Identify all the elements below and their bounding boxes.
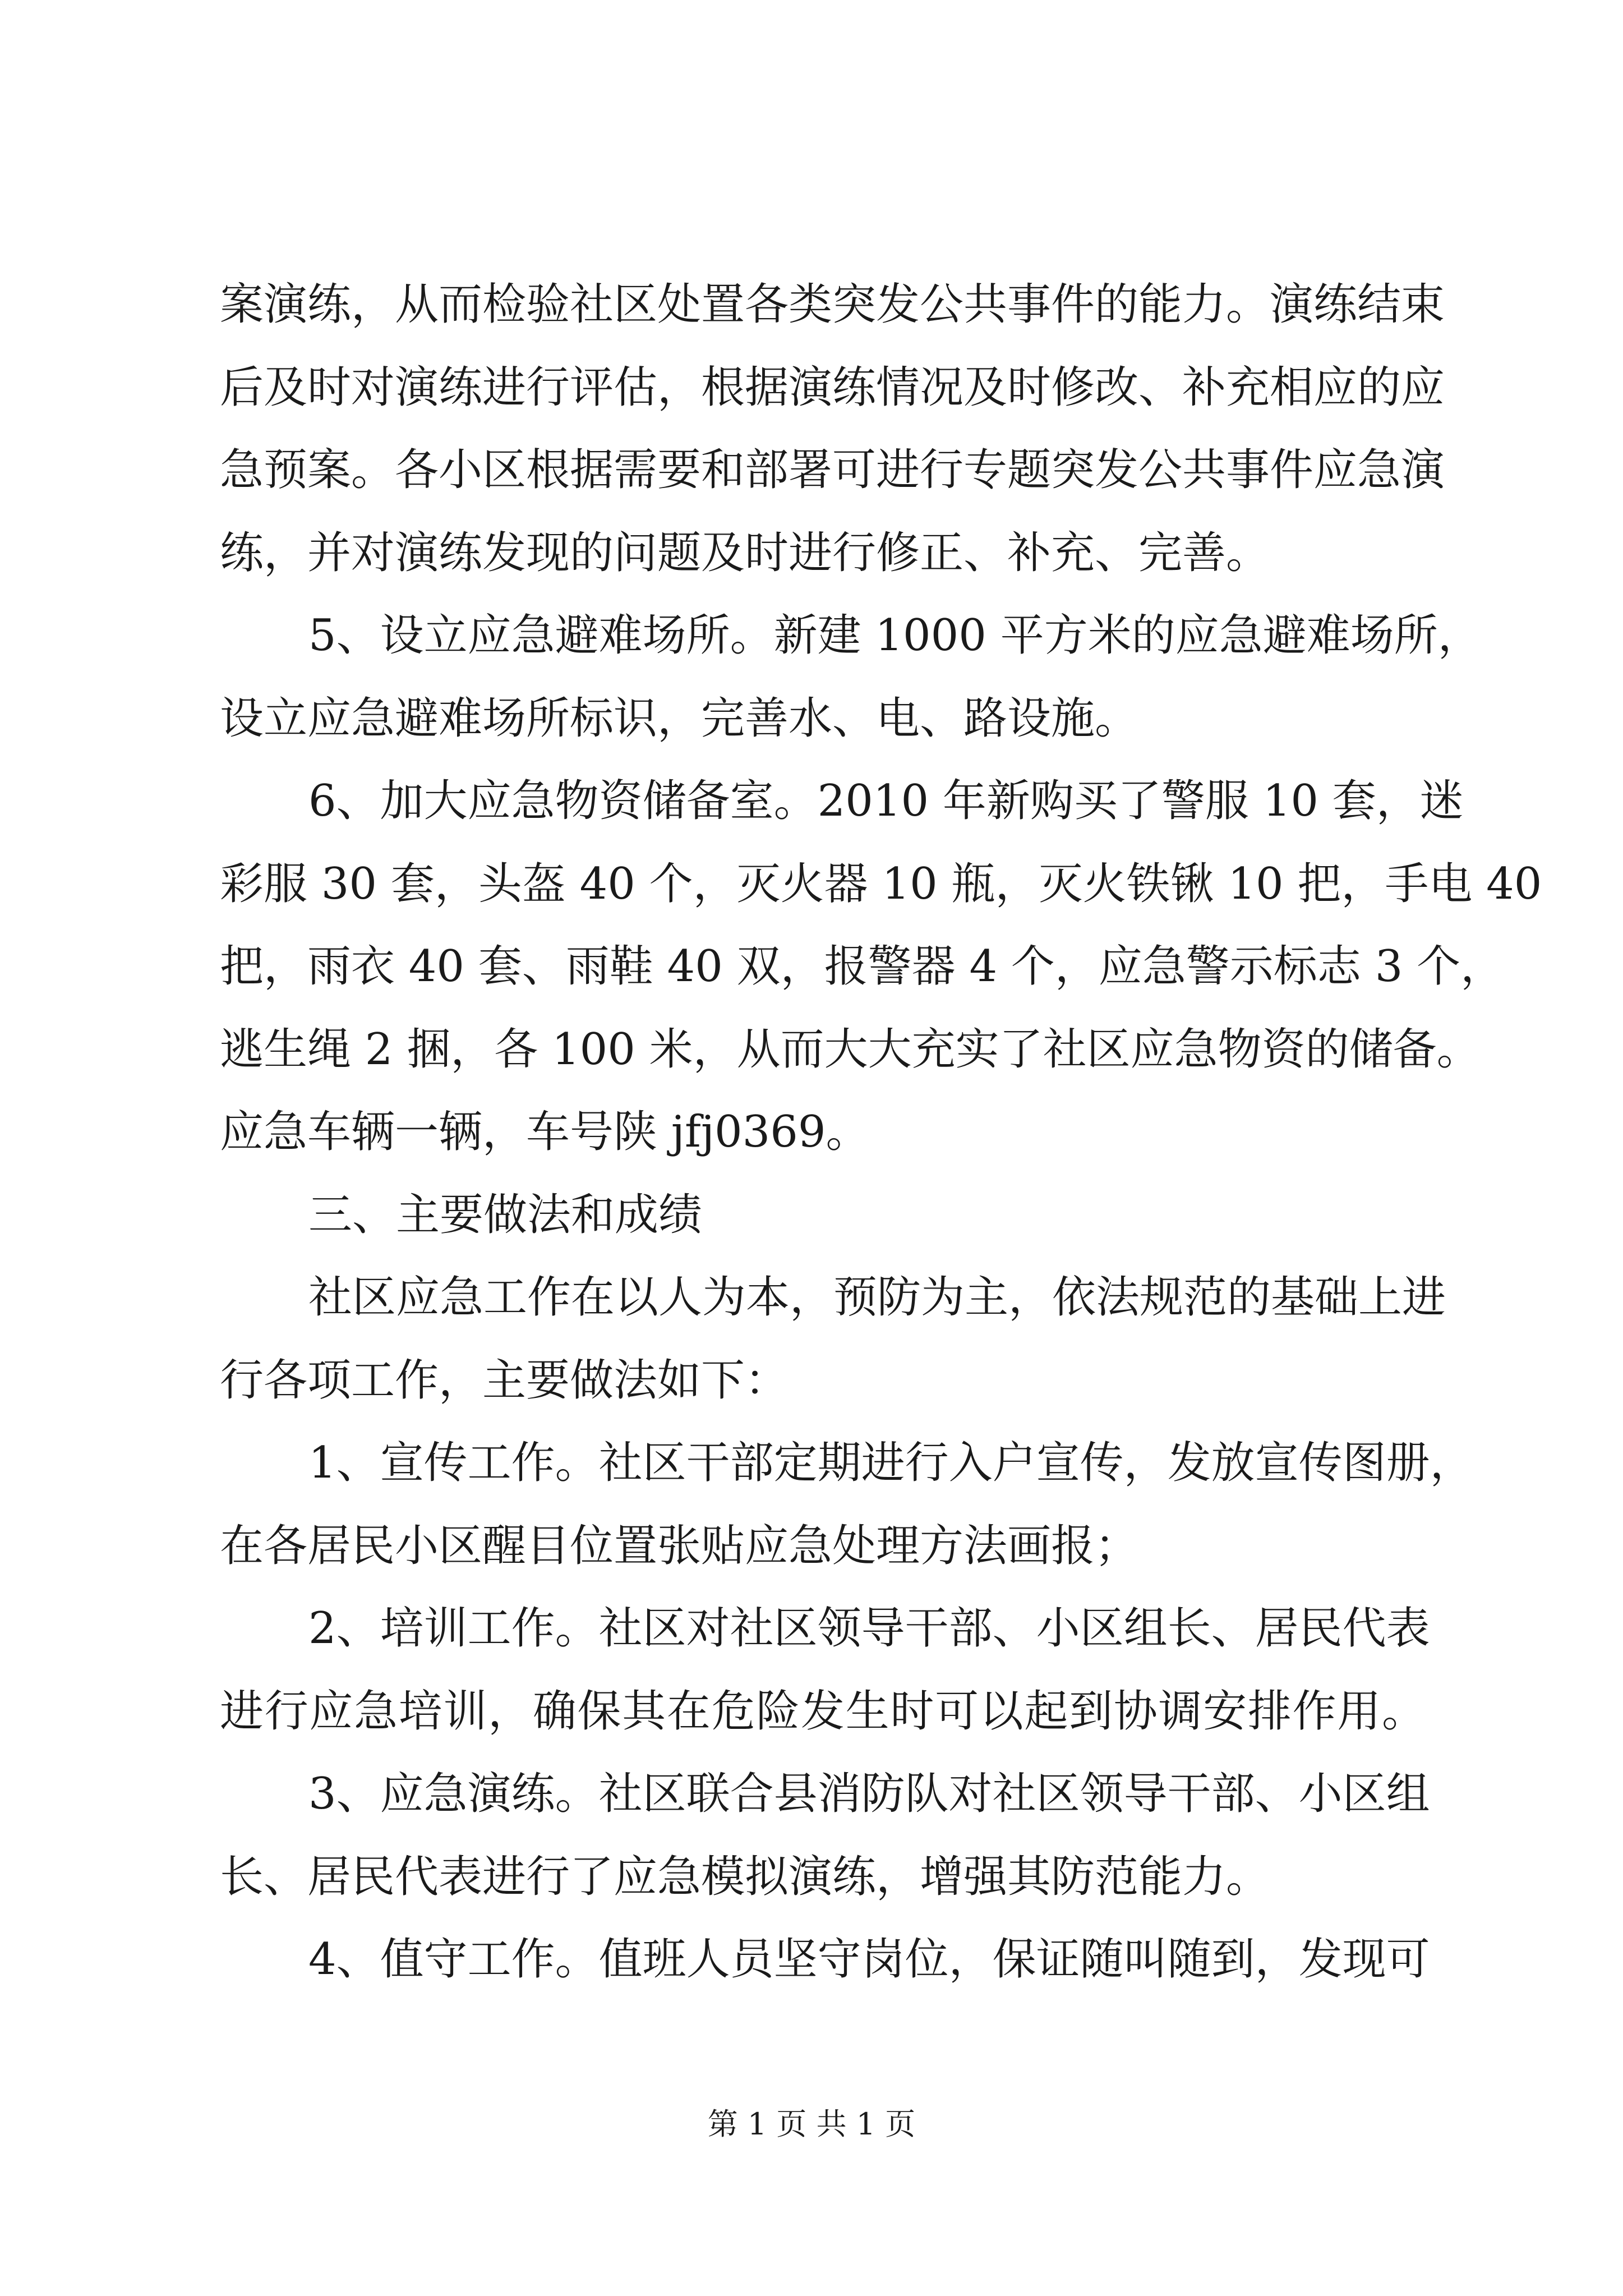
text-line: 在各居民小区醒目位置张贴应急处理方法画报； bbox=[220, 1520, 1139, 1571]
text-line: 3、应急演练。社区联合县消防队对社区领导干部、小区组 bbox=[308, 1769, 1430, 1819]
text-line: 把，雨衣 40 套、雨鞋 40 双，报警器 4 个，应急警示标志 3 个， bbox=[220, 941, 1505, 992]
text-line: 设立应急避难场所标识，完善水、电、路设施。 bbox=[220, 693, 1139, 744]
text-line: 彩服 30 套，头盔 40 个，灭火器 10 瓶，灭火铁锹 10 把，手电 40 bbox=[220, 858, 1542, 909]
page-number: 第 1 页 共 1 页 bbox=[707, 2106, 916, 2142]
text-line: 后及时对演练进行评估，根据演练情况及时修改、补充相应的应 bbox=[220, 362, 1445, 413]
document-body bbox=[220, 264, 1542, 2001]
text-line: 5、设立应急避难场所。新建 1000 平方米的应急避难场所， bbox=[308, 610, 1482, 661]
text-line: 行各项工作，主要做法如下： bbox=[220, 1355, 789, 1406]
section-heading: 三、主要做法和成绩 bbox=[308, 1189, 703, 1240]
text-line: 6、加大应急物资储备室。2010 年新购买了警服 10 套，迷 bbox=[308, 776, 1464, 826]
page-footer bbox=[0, 2105, 1623, 2144]
text-line: 逃生绳 2 捆，各 100 米，从而大大充实了社区应急物资的储备。 bbox=[220, 1024, 1481, 1075]
text-line: 4、值守工作。值班人员坚守岗位，保证随叫随到，发现可 bbox=[308, 1934, 1430, 1985]
text-line: 进行应急培训，确保其在危险发生时可以起到协调安排作用。 bbox=[220, 1686, 1426, 1737]
text-line: 1、宣传工作。社区干部定期进行入户宣传，发放宣传图册， bbox=[308, 1438, 1474, 1488]
text-line: 社区应急工作在以人为本，预防为主，依法规范的基础上进 bbox=[308, 1272, 1446, 1323]
text-line: 2、培训工作。社区对社区领导干部、小区组长、居民代表 bbox=[308, 1603, 1430, 1654]
text-line: 长、居民代表进行了应急模拟演练，增强其防范能力。 bbox=[220, 1851, 1270, 1902]
text-line: 案演练，从而检验社区处置各类突发公共事件的能力。演练结束 bbox=[220, 279, 1445, 330]
text-line: 练，并对演练发现的问题及时进行修正、补充、完善。 bbox=[220, 527, 1270, 578]
text-line: 应急车辆一辆，车号陕 jfj0369。 bbox=[220, 1107, 870, 1157]
text-line: 急预案。各小区根据需要和部署可进行专题突发公共事件应急演 bbox=[220, 445, 1445, 495]
